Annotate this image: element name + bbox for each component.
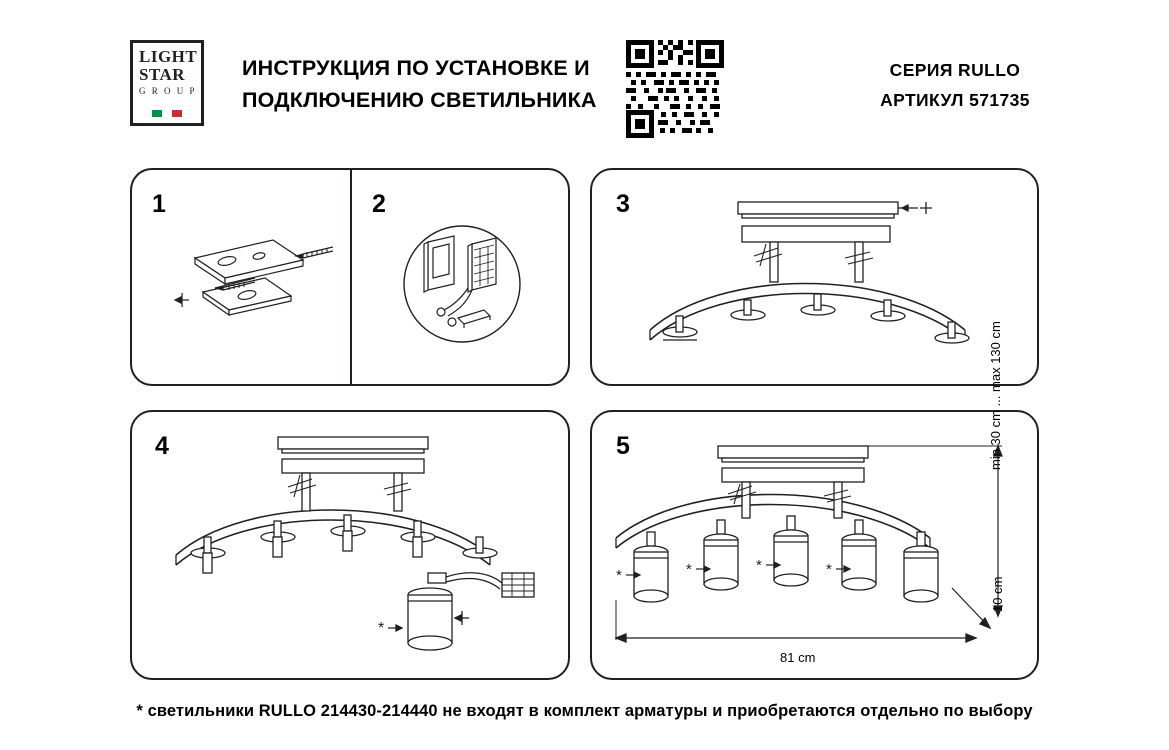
height-dimension-label: min 30 cm ... max 130 cm (988, 321, 1003, 470)
step-number-4: 4 (155, 432, 169, 460)
depth-dimension-label: 10 cm (990, 576, 1005, 612)
logo-group-text: G R O U P (139, 86, 197, 96)
lamp-module-connection-diagram (150, 425, 550, 665)
qr-code-icon (626, 40, 724, 138)
article-label: АРТИКУЛ 571735 (880, 90, 1030, 110)
title-line-2: ПОДКЛЮЧЕНИЮ СВЕТИЛЬНИКА (242, 88, 597, 112)
logo-line-1: LIGHT (139, 47, 198, 66)
svg-text:*: * (826, 561, 832, 578)
direction-arrow (175, 293, 189, 307)
footnote-text: * светильники RULLO 214430-214440 не входят в комплект арматуры и приобретаются отдельно по выбору (136, 702, 1033, 720)
assembled-fixture-dimensions-diagram (600, 428, 1030, 673)
series-label: СЕРИЯ RULLO (889, 60, 1021, 80)
svg-text:*: * (686, 561, 692, 578)
step-number-1: 1 (152, 190, 166, 218)
ceiling-bar-mount-diagram (630, 190, 1020, 370)
brand-logo (130, 40, 204, 126)
svg-text:*: * (378, 620, 385, 637)
step-number-2: 2 (372, 190, 386, 218)
logo-line-2: STAR (139, 65, 186, 84)
product-meta (760, 55, 1150, 115)
page-title (242, 52, 622, 116)
title-line-1: ИНСТРУКЦИЯ ПО УСТАНОВКЕ И (242, 56, 590, 80)
width-dimension-label: 81 cm (780, 650, 816, 665)
terminal-block-wiring-diagram (400, 222, 550, 352)
panel-divider (350, 168, 352, 386)
step-number-3: 3 (616, 190, 630, 218)
mounting-bracket-screws-diagram (155, 230, 345, 340)
svg-text:*: * (616, 567, 622, 584)
svg-text:*: * (756, 557, 762, 574)
step-number-5: 5 (616, 432, 630, 460)
italy-flag-icon (152, 110, 182, 117)
page-header (0, 0, 1169, 150)
